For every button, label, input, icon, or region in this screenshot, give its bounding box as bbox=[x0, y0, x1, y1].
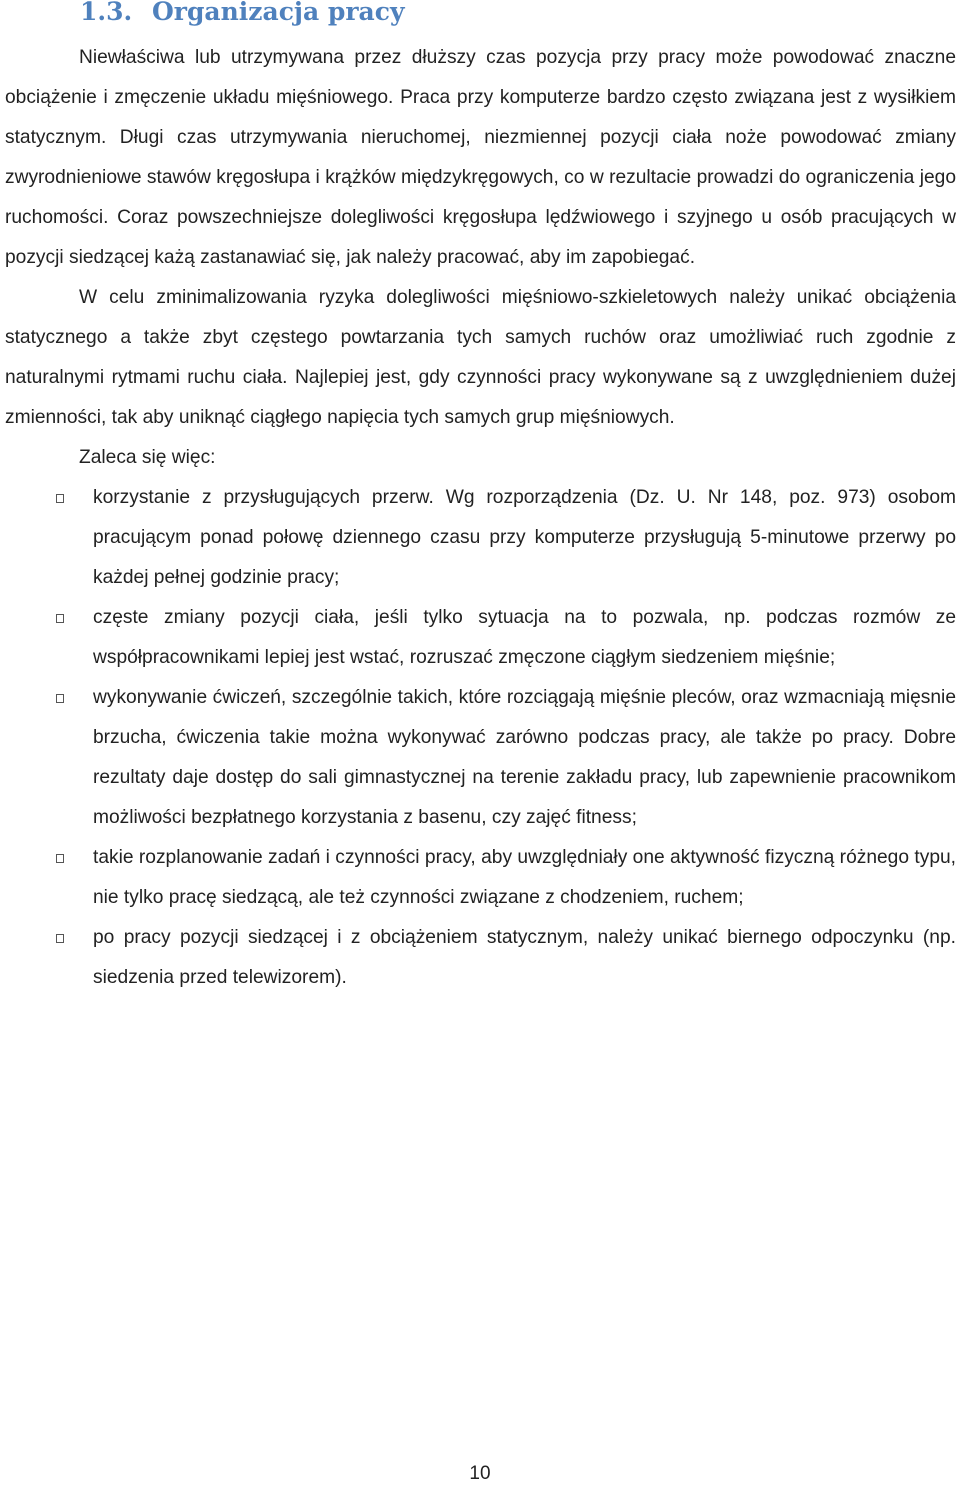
section-title: Organizacja pracy bbox=[152, 0, 405, 26]
section-number: 1.3. bbox=[80, 0, 133, 26]
square-bullet-icon bbox=[56, 694, 64, 703]
page-number: 10 bbox=[469, 1463, 491, 1484]
list-item bbox=[5, 598, 956, 678]
recommendations-list bbox=[5, 478, 956, 998]
list-item-text: wykonywanie ćwiczeń, szczególnie takich, które rozciągają mięśnie pleców, oraz wzmacniają mięsnie brzucha, ćwiczenia takie można wykonywać zarówno podczas pracy, ale także po pracy. Dobre rezultaty daje dostęp do sali gimnastycznej na terenie zakładu pracy, lub zapewnienie pracownikom możliwości bezpłatnego korzystania z basenu, czy zajęć fitness; bbox=[93, 687, 956, 828]
paragraph-1: Niewłaściwa lub utrzymywana przez dłuższy czas pozycja przy pracy może powodować znaczne obciążenie i zmęczenie układu mięśniowego. Praca przy komputerze bardzo często związana jest z wysiłkiem statycznym. Długi czas utrzymywania nieruchomej, niezmiennej pozycji ciała noże powodować zmiany zwyrodnieniowe stawów kręgosłupa i krążków międzykręgowych, co w rezultacie prowadzi do ograniczenia jego ruchomości. Coraz powszechniejsze dolegliwości kręgosłupa lędźwiowego i szyjnego u osób pracujących w pozycji siedzącej każą zastanawiać się, jak należy pracować, aby im zapobiegać. bbox=[5, 47, 956, 268]
square-bullet-icon bbox=[56, 934, 64, 943]
list-item bbox=[5, 678, 956, 838]
list-item-text: takie rozplanowanie zadań i czynności pracy, aby uwzględniały one aktywność fizyczną różnego typu, nie tylko pracę siedzącą, ale też czynności związane z chodzeniem, ruchem; bbox=[93, 847, 956, 908]
list-item bbox=[5, 838, 956, 918]
list-item-text: korzystanie z przysługujących przerw. Wg rozporządzenia (Dz. U. Nr 148, poz. 973) osobom pracującym ponad połowę dziennego czasu przy komputerze przysługują 5-minutowe przerwy po każdej pełnej godzinie pracy; bbox=[93, 487, 956, 588]
list-intro: Zaleca się więc: bbox=[79, 447, 216, 468]
square-bullet-icon bbox=[56, 854, 64, 863]
paragraph-2: W celu zminimalizowania ryzyka dolegliwości mięśniowo-szkieletowych należy unikać obciążenia statycznego a także zbyt częstego powtarzania tych samych ruchów oraz umożliwiać ruch zgodnie z naturalnymi rytmami ruchu ciała. Najlepiej jest, gdy czynności pracy wykonywane są z uwzględnieniem dużej zmienności, tak aby uniknąć ciągłego napięcia tych samych grup mięśniowych. bbox=[5, 287, 956, 428]
list-item bbox=[5, 478, 956, 598]
list-item-text: po pracy pozycji siedzącej i z obciążeniem statycznym, należy unikać biernego odpoczynku (np. siedzenia przed telewizorem). bbox=[93, 927, 956, 988]
list-item bbox=[5, 918, 956, 998]
square-bullet-icon bbox=[56, 614, 64, 623]
square-bullet-icon bbox=[56, 494, 64, 503]
section-heading bbox=[80, 0, 404, 30]
list-item-text: częste zmiany pozycji ciała, jeśli tylko sytuacja na to pozwala, np. podczas rozmów ze współpracownikami lepiej jest wstać, rozruszać zmęczone ciągłym siedzeniem mięśnie; bbox=[93, 607, 956, 668]
section-body bbox=[5, 38, 956, 998]
